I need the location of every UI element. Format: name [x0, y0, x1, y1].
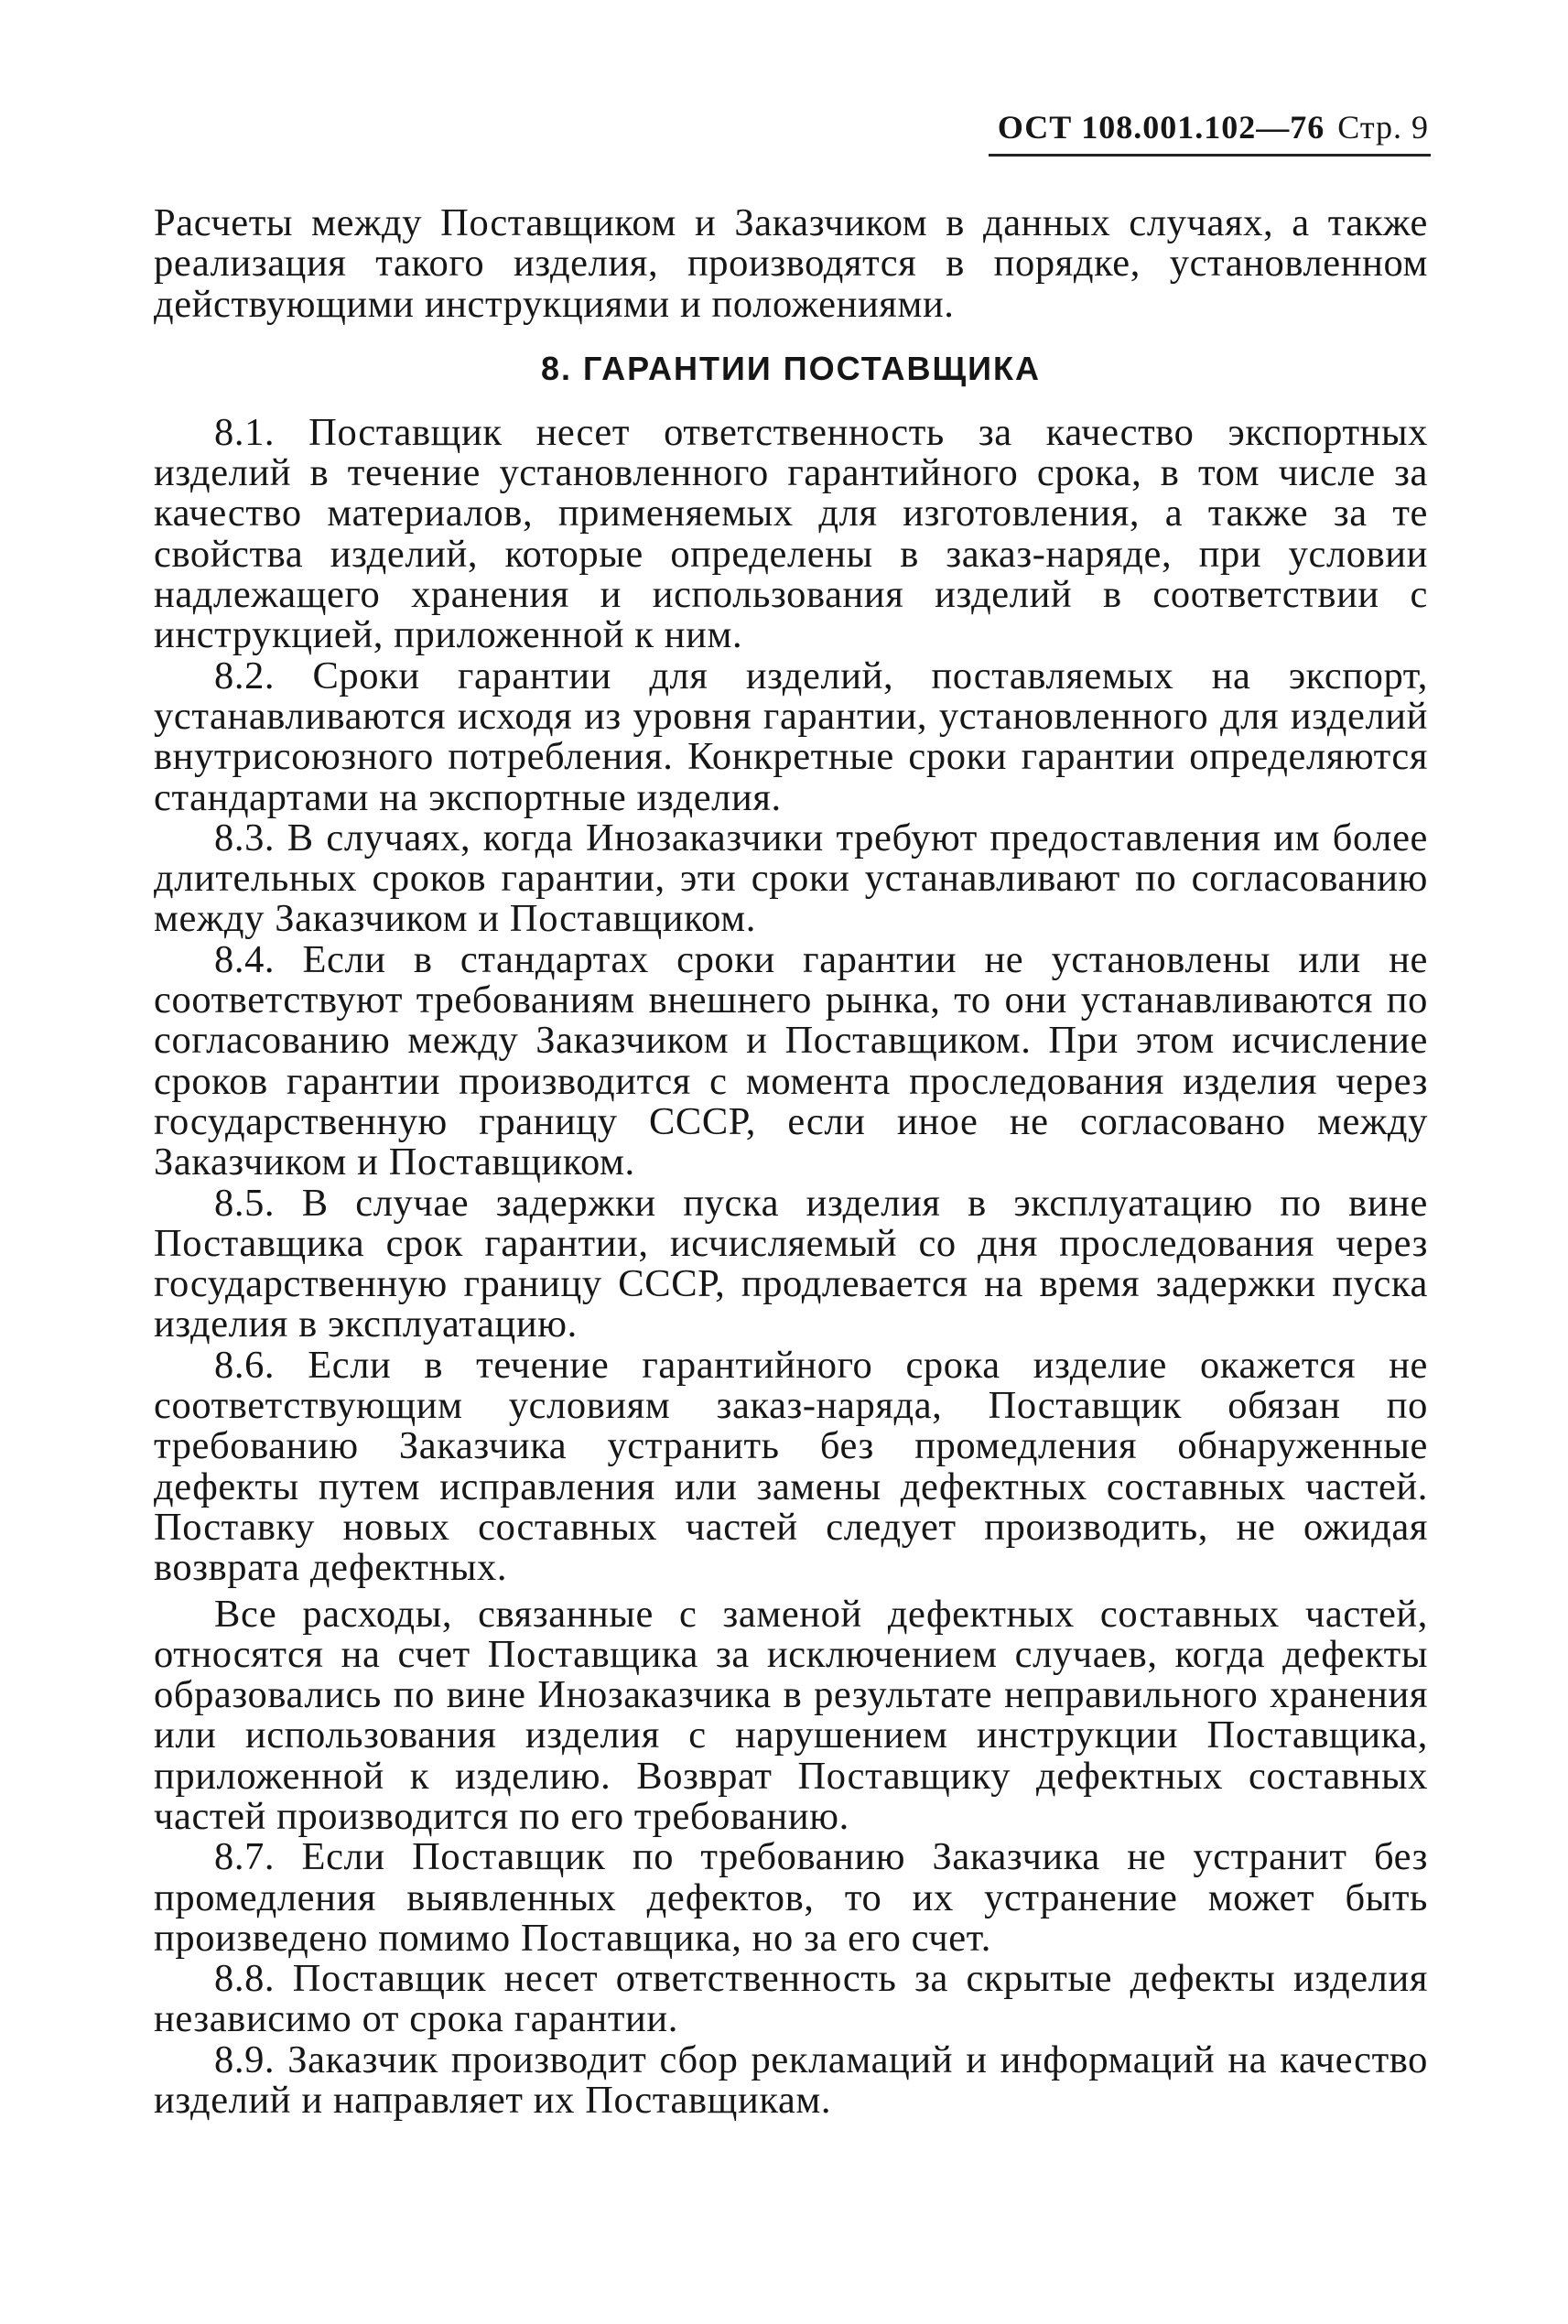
section-heading: 8. ГАРАНТИИ ПОСТАВЩИКА	[541, 349, 1041, 387]
paragraph-expenses: Все расходы, связанные с заменой дефектных составных частей, относятся на счет Поставщика за исключением случаев, когда дефекты образовались по вине Инозаказчика в результате неправильного хранения или использования изделия с нарушением инструкции Поставщика, приложенной к изделию. Возврат Поставщику дефектных составных частей производится по его требованию.	[154, 1592, 1428, 1838]
header-rule	[989, 154, 1431, 157]
page-header	[998, 108, 1429, 146]
paragraph-8-3: 8.3. В случаях, когда Инозаказчики требуют предоставления им более длительных сроков гарантии, эти сроки устанавливают по согласованию между Заказчиком и Поставщиком.	[154, 816, 1428, 941]
paragraph-8-6: 8.6. Если в течение гарантийного срока изделие окажется не соответствующим условиям заказ-наряда, Поставщик обязан по требованию Заказчика устранить без промедления обнаруженные дефекты путем исправления или замены дефектных составных частей. Поставку новых составных частей следует производить, не ожидая возврата дефектных.	[154, 1343, 1428, 1590]
paragraph-8-1: 8.1. Поставщик несет ответственность за качество экспортных изделий в течение установленного гарантийного срока, в том числе за качество материалов, применяемых для изготовления, а также за те свойства изделий, которые определены в заказ-наряде, при условии надлежащего хранения и использования изделий в соответствии с инструкцией, приложенной к ним.	[154, 410, 1428, 657]
paragraph-8-5: 8.5. В случае задержки пуска изделия в эксплуатацию по вине Поставщика срок гарантии, исчисляемый со дня проследования через государственную границу СССР, продлевается на время задержки пуска изделия в эксплуатацию.	[154, 1181, 1428, 1346]
paragraph-8-2: 8.2. Сроки гарантии для изделий, поставляемых на экспорт, устанавливаются исходя из уровня гарантии, установленного для изделий внутрисоюзного потребления. Конкретные сроки гарантии определяются стандартами на экспортные изделия.	[154, 654, 1428, 819]
standard-code: ОСТ 108.001.102—76	[997, 109, 1325, 146]
paragraph-8-4: 8.4. Если в стандартах сроки гарантии не установлены или не соответствуют требованиям внешнего рынка, то они устанавливаются по согласованию между Заказчиком и Поставщиком. При этом исчисление сроков гарантии производится с момента проследования изделия через государственную границу СССР, если иное не согласовано между Заказчиком и Поставщиком.	[154, 937, 1428, 1184]
paragraph-8-9: 8.9. Заказчик производит сбор рекламаций и информаций на качество изделий и направляет их Поставщикам.	[154, 2038, 1428, 2123]
paragraph-8-8: 8.8. Поставщик несет ответственность за скрытые дефекты изделия независимо от срока гарантии.	[154, 1957, 1428, 2041]
document-body	[154, 203, 1428, 2121]
page-number: Стр. 9	[1337, 109, 1429, 146]
intro-paragraph: Расчеты между Поставщиком и Заказчиком в данных случаях, а также реализация такого изделия, производятся в порядке, установленном действующими инструкциями и положениями.	[154, 201, 1428, 326]
paragraph-8-7: 8.7. Если Поставщик по требованию Заказчика не устранит без промедления выявленных дефектов, то их устранение может быть произведено помимо Поставщика, но за его счет.	[154, 1835, 1428, 1960]
